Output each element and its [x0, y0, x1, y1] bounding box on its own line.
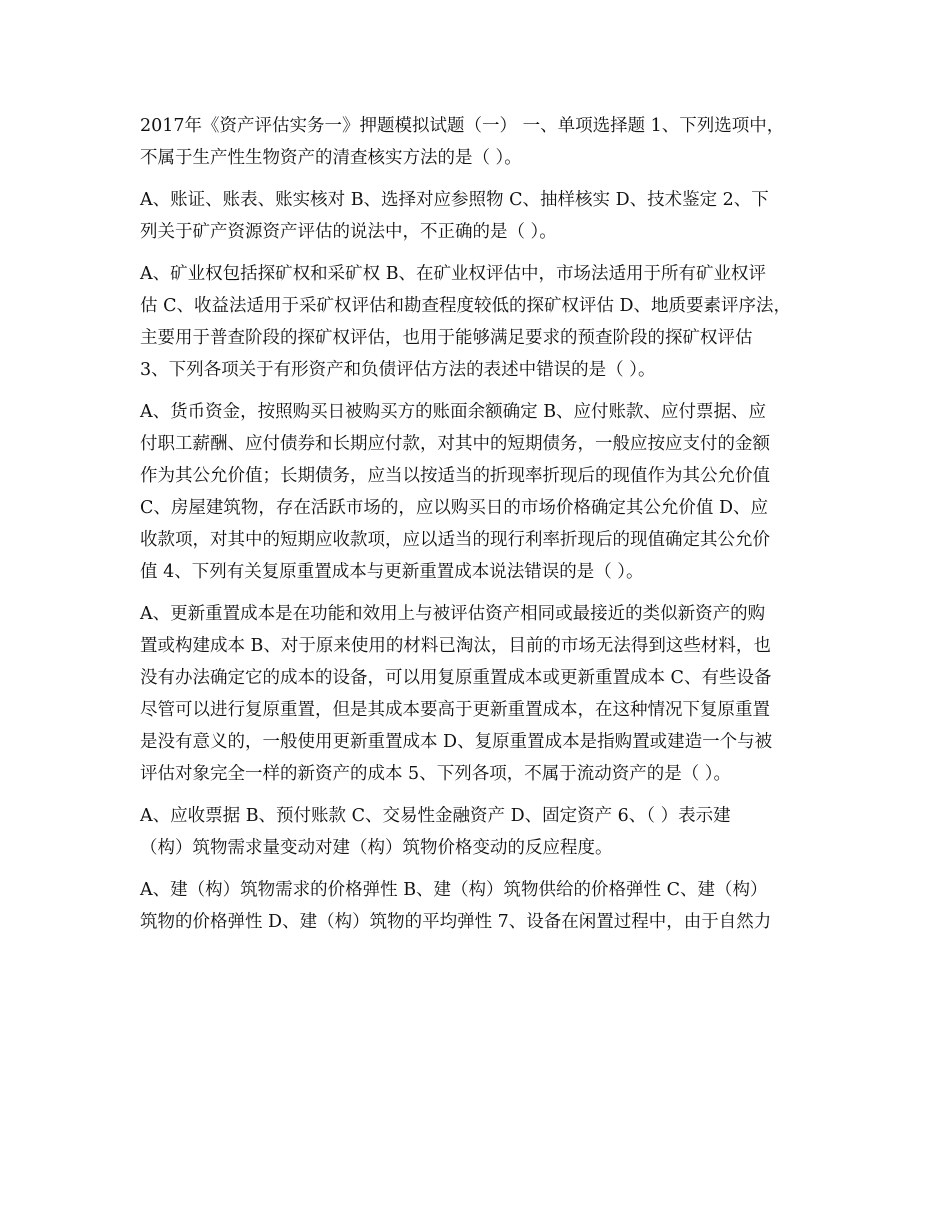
text-line: （构）筑物需求量变动对建（构）筑物价格变动的反应程度。: [140, 838, 613, 858]
text-line: A、建（构）筑物需求的价格弹性 B、建（构）筑物供给的价格弹性 C、建（构）: [140, 880, 768, 900]
text-line: 作为其公允价值；长期债务，应当以按适当的折现率折现后的现值作为其公允价值: [140, 466, 770, 486]
text-line: 尽管可以进行复原重置，但是其成本要高于更新重置成本，在这种情况下复原重置: [140, 700, 770, 720]
text-line: A、货币资金，按照购买日被购买方的账面余额确定 B、应付账款、应付票据、应: [140, 402, 767, 422]
exam-text: [140, 110, 830, 938]
text-line: 不属于生产性生物资产的清查核实方法的是（ ）。: [140, 148, 522, 168]
text-line: 3、下列各项关于有形资产和负债评估方法的表述中错误的是（ ）。: [140, 360, 656, 380]
text-line: 置或构建成本 B、对于原来使用的材料已淘汰，目前的市场无法得到这些材料，也: [140, 636, 771, 656]
text-line: 评估对象完全一样的新资产的成本 5、下列各项，不属于流动资产的是（ ）。: [140, 764, 732, 784]
text-line: 没有办法确定它的成本的设备，可以用复原重置成本或更新重置成本 C、有些设备: [140, 668, 772, 688]
text-line: 值 4、下列有关复原重置成本与更新重置成本说法错误的是（ ）。: [140, 562, 644, 582]
text-line: 收款项，对其中的短期应收款项，应以适当的现行利率折现后的现值确定其公允价: [140, 530, 770, 550]
text-line: 筑物的价格弹性 D、建（构）筑物的平均弹性 7、设备在闲置过程中，由于自然力: [140, 912, 772, 932]
text-line: A、更新重置成本是在功能和效用上与被评估资产相同或最接近的类似新资产的购: [140, 604, 766, 624]
text-line: A、账证、账表、账实核对 B、选择对应参照物 C、抽样核实 D、技术鉴定 2、下: [140, 190, 769, 210]
text-line: 是没有意义的，一般使用更新重置成本 D、复原重置成本是指购置或建造一个与被: [140, 732, 773, 752]
text-line: 估 C、收益法适用于采矿权评估和勘查程度较低的探矿权评估 D、地质要素评序法，: [140, 296, 792, 316]
text-line: C、房屋建筑物，存在活跃市场的，应以购买日的市场价格确定其公允价值 D、应: [140, 498, 768, 518]
text-line: 2017年《资产评估实务一》押题模拟试题（一） 一、单项选择题 1、下列选项中，: [140, 116, 785, 136]
text-line: 付职工薪酬、应付债券和长期应付款，对其中的短期债务，一般应按应支付的金额: [140, 434, 770, 454]
text-line: A、矿业权包括探矿权和采矿权 B、在矿业权评估中，市场法适用于所有矿业权评: [140, 264, 767, 284]
text-line: A、应收票据 B、预付账款 C、交易性金融资产 D、固定资产 6、（ ）表示建: [140, 806, 731, 826]
text-line: 主要用于普查阶段的探矿权评估，也用于能够满足要求的预查阶段的探矿权评估: [140, 328, 753, 348]
text-line: 列关于矿产资源资产评估的说法中，不正确的是（ ）。: [140, 222, 557, 242]
